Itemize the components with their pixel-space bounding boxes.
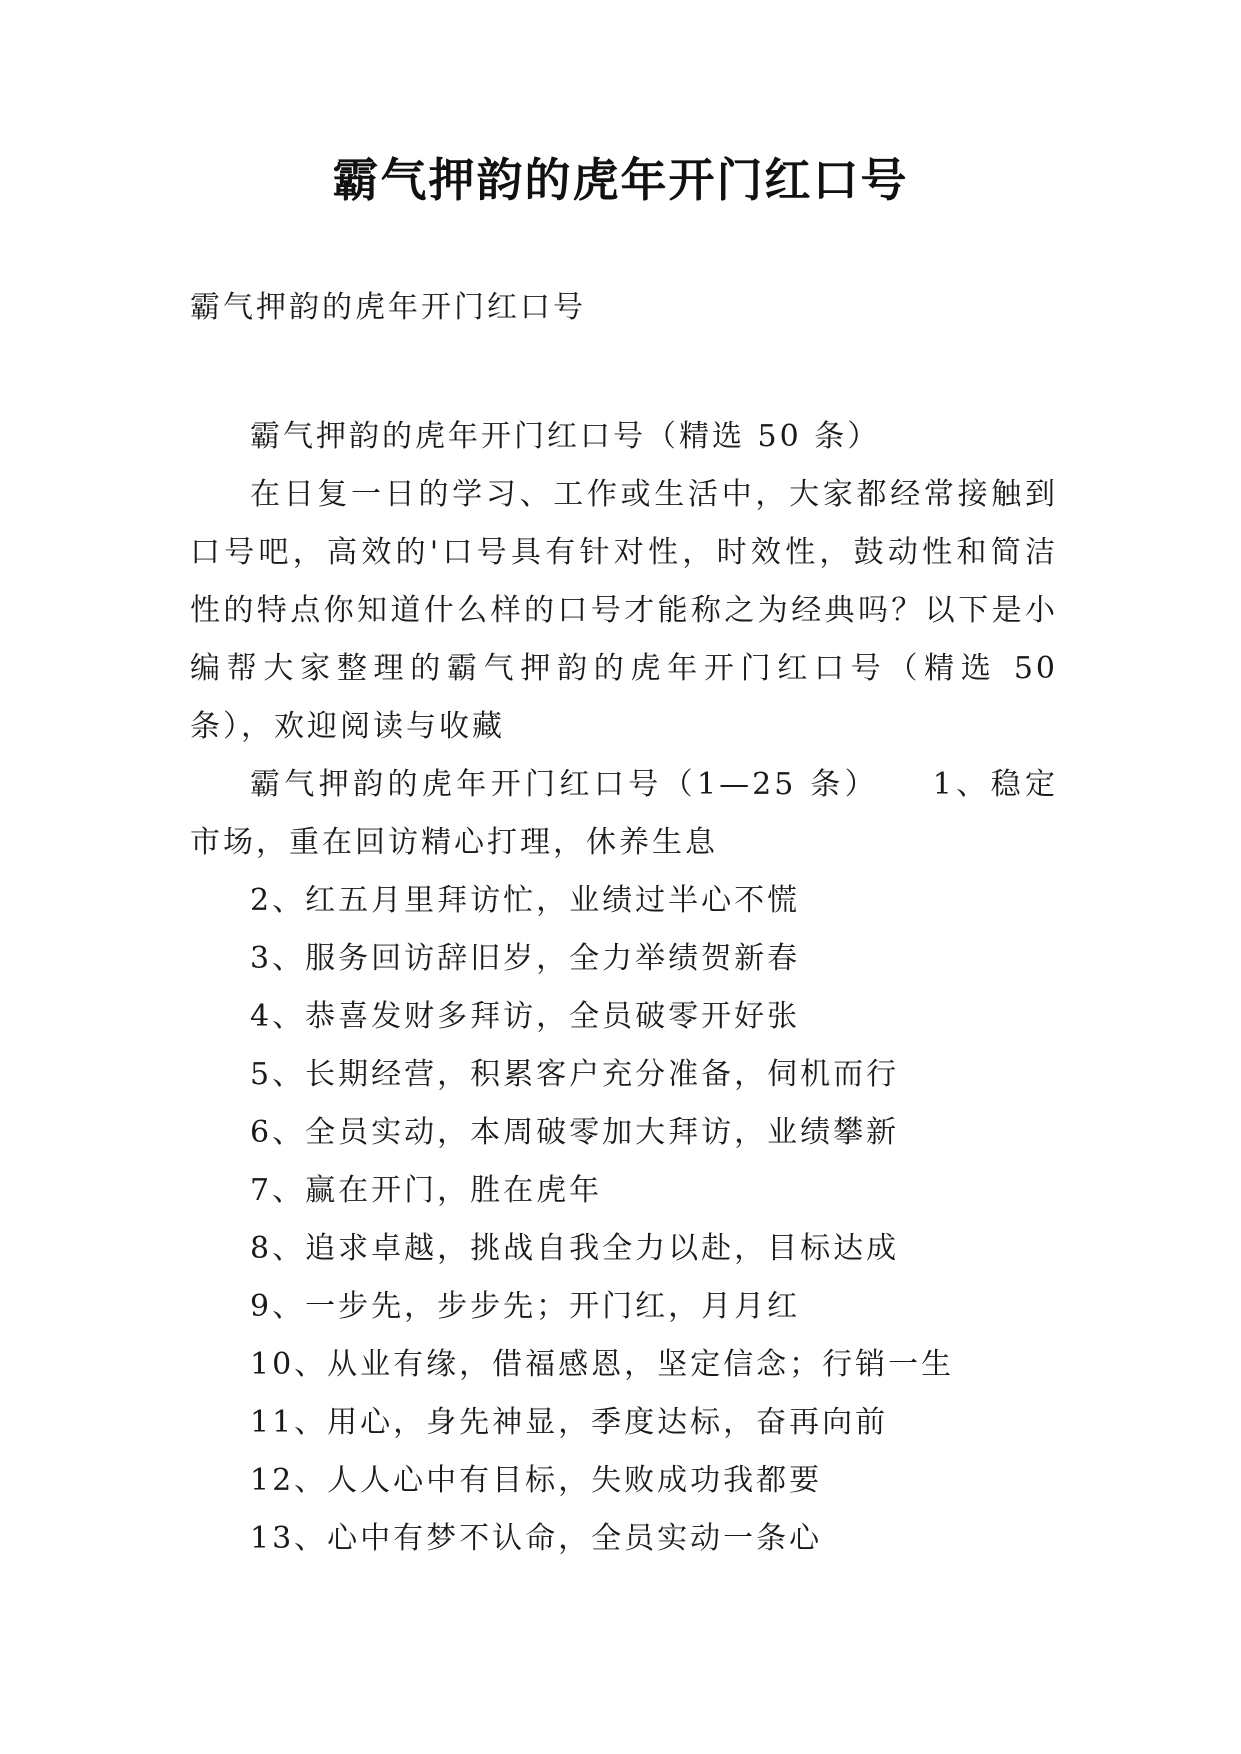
slogan-item: 9、一步先，步步先；开门红，月月红 xyxy=(250,1289,801,1324)
slogan-item: 2、红五月里拜访忙，业绩过半心不慌 xyxy=(250,883,801,918)
slogan-item: 5、长期经营，积累客户充分准备，伺机而行 xyxy=(250,1057,900,1092)
document-body xyxy=(190,408,1058,1568)
document-title: 霸气押韵的虎年开门红口号 xyxy=(332,153,909,207)
slogan-item: 11、用心，身先神显，季度达标，奋再向前 xyxy=(250,1405,889,1440)
slogan-item: 4、恭喜发财多拜访，全员破零开好张 xyxy=(250,999,801,1034)
slogan-item: 13、心中有梦不认命，全员实动一条心 xyxy=(250,1521,823,1556)
slogan-item: 10、从业有缘，借福感恩，坚定信念；行销一生 xyxy=(250,1347,955,1382)
slogan-item: 3、服务回访辞旧岁，全力举绩贺新春 xyxy=(250,941,801,976)
document-subtitle: 霸气押韵的虎年开门红口号 xyxy=(190,290,586,325)
slogan-item: 6、全员实动，本周破零加大拜访，业绩攀新 xyxy=(250,1115,900,1150)
section-line: 霸气押韵的虎年开门红口号（1—25 条） 1、稳定市场，重在回访精心打理，休养生息 xyxy=(190,767,1058,860)
slogan-item: 8、追求卓越，挑战自我全力以赴，目标达成 xyxy=(250,1231,900,1266)
intro-paragraph: 在日复一日的学习、工作或生活中，大家都经常接触到口号吧，高效的'口号具有针对性，时效性，鼓动性和简洁性的特点你知道什么样的口号才能称之为经典吗？以下是小编帮大家整理的霸气押韵的虎年开门红口号（精选 50 条），欢迎阅读与收藏 xyxy=(190,477,1058,744)
heading-line: 霸气押韵的虎年开门红口号（精选 50 条） xyxy=(250,419,881,454)
slogan-item: 12、人人心中有目标，失败成功我都要 xyxy=(250,1463,823,1498)
slogan-item: 7、赢在开门，胜在虎年 xyxy=(250,1173,603,1208)
